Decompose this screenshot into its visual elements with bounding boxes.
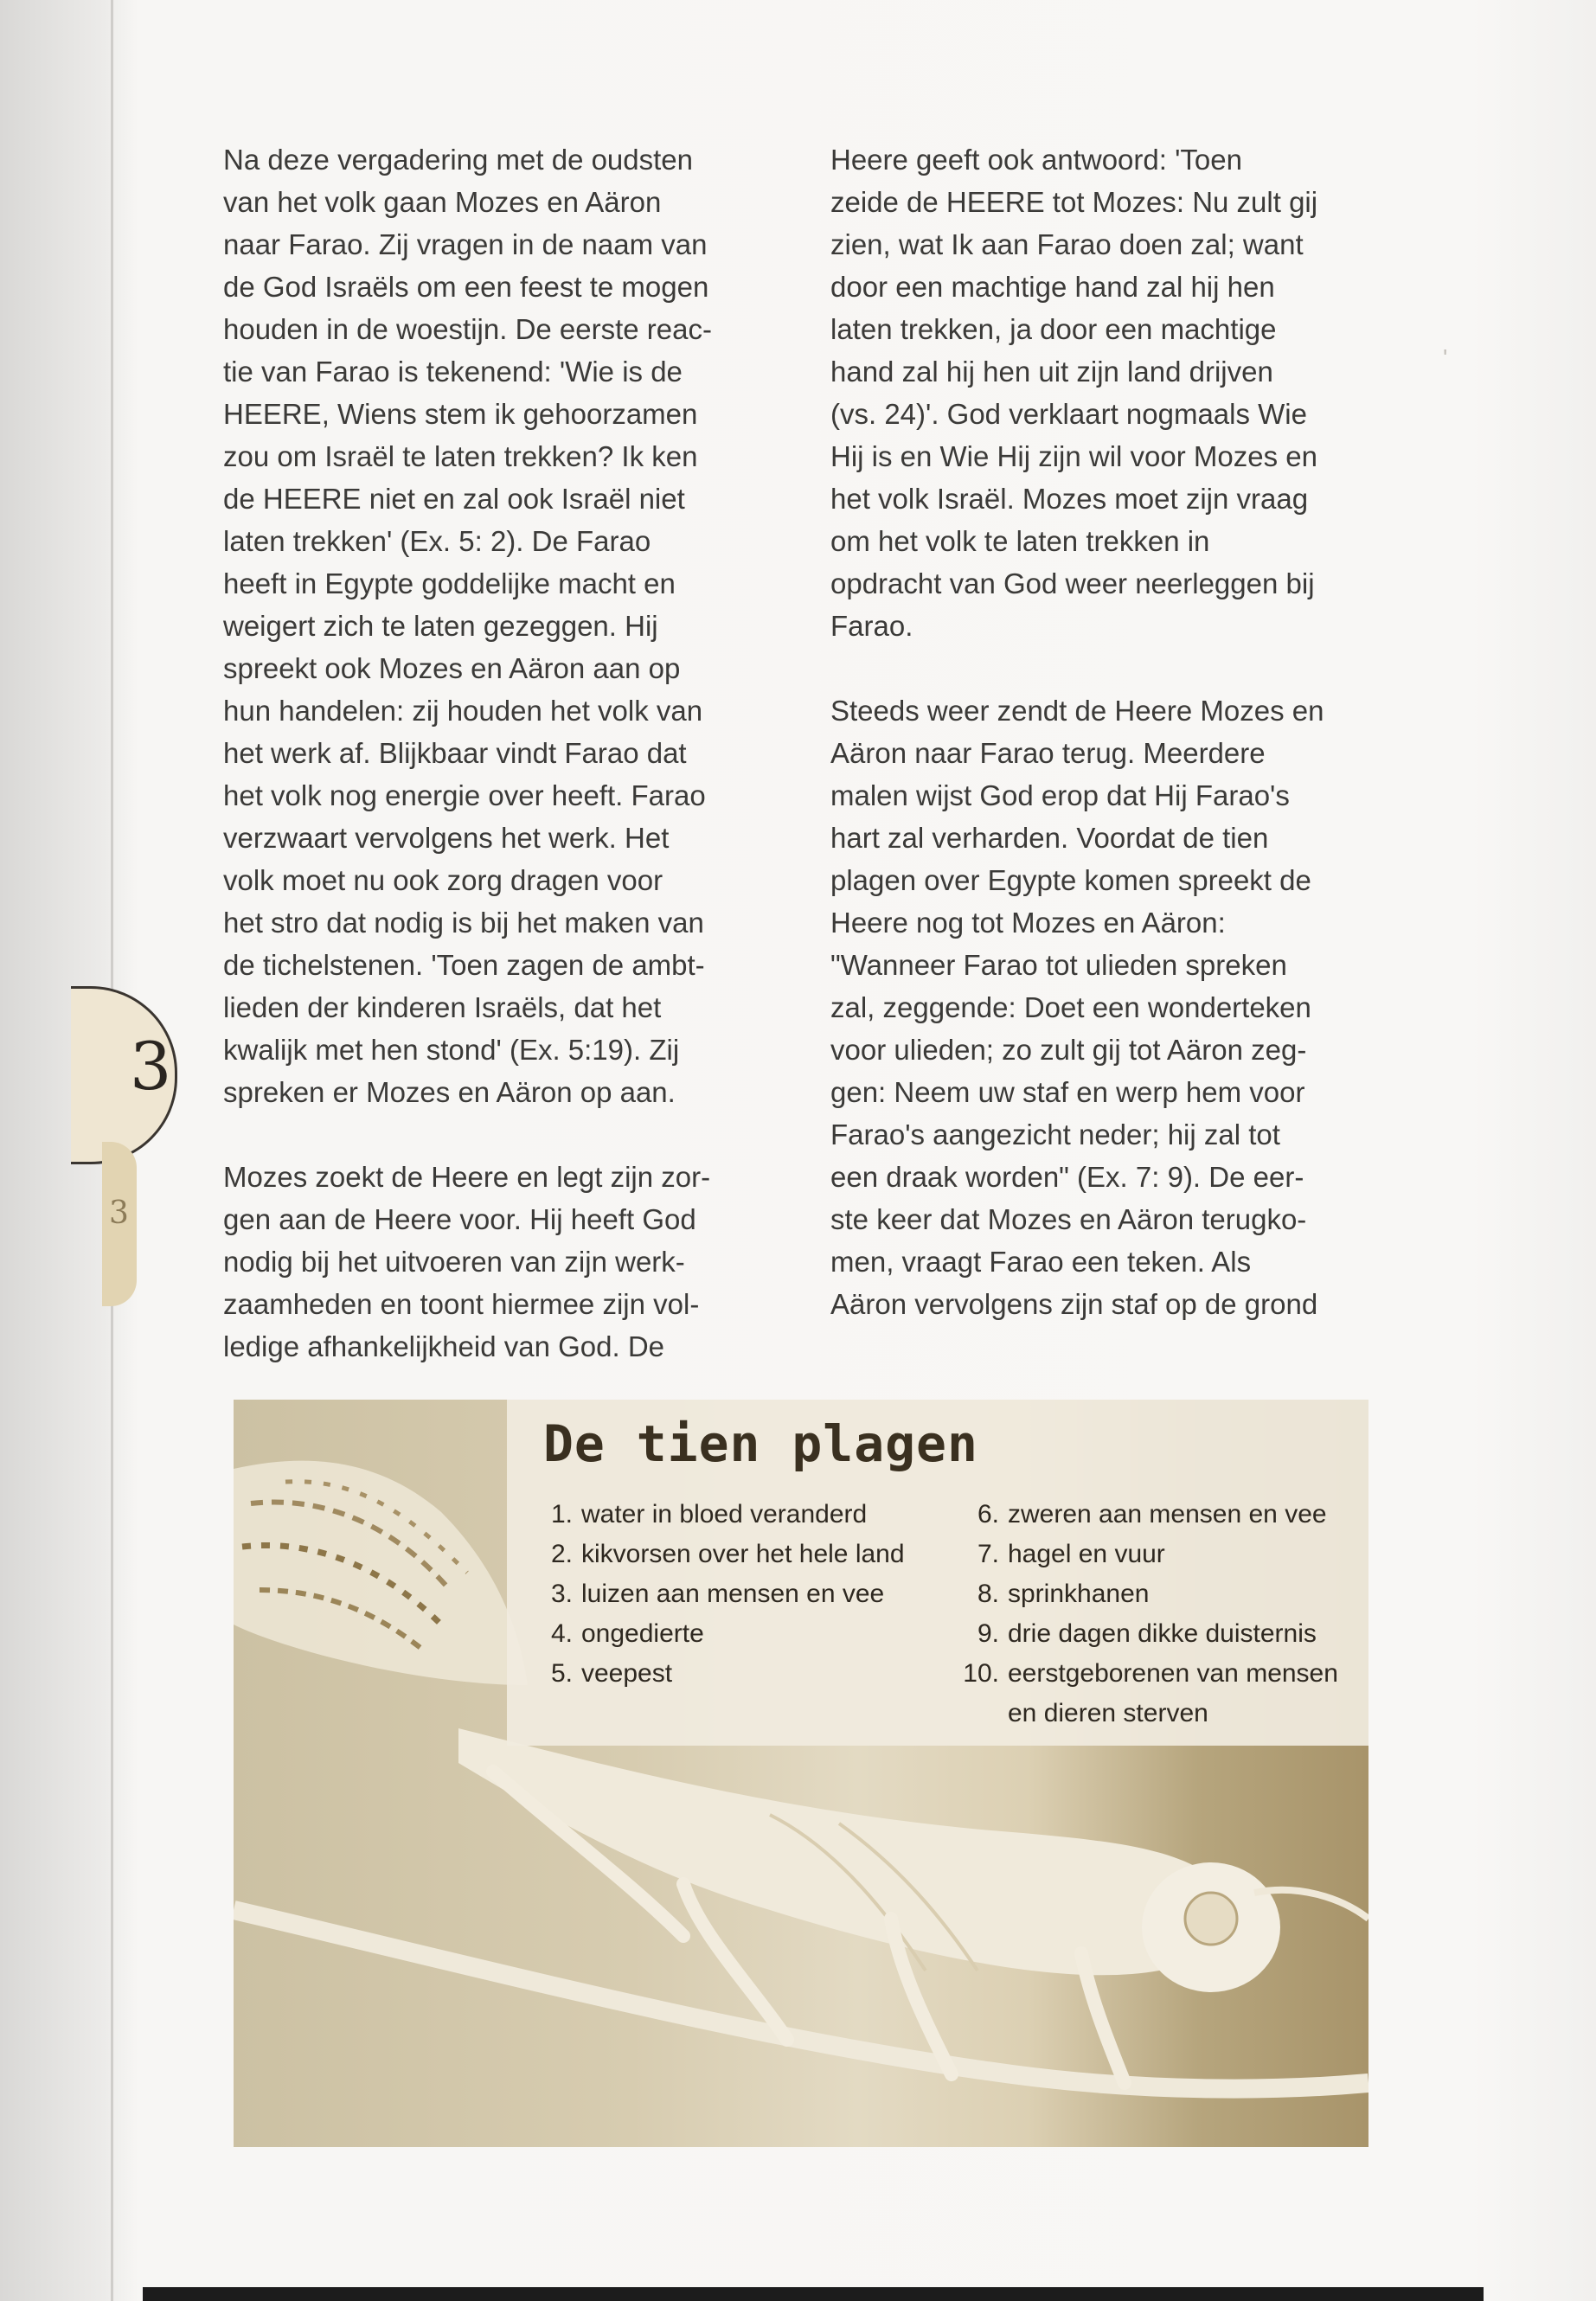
text-line: om het volk te laten trekken in xyxy=(830,525,1210,557)
plague-text: zweren aan mensen en vee xyxy=(1008,1500,1327,1529)
text-line: men, vraagt Farao een teken. Als xyxy=(830,1246,1252,1278)
text-line: de tichelstenen. 'Toen zagen de ambt- xyxy=(223,949,705,981)
text-line: Farao's aangezicht neder; hij zal tot xyxy=(830,1118,1280,1150)
plague-number: 4. xyxy=(550,1619,573,1648)
text-line: Heere geeft ook antwoord: 'Toen xyxy=(830,144,1242,176)
plague-number: 7. xyxy=(977,1540,999,1568)
plague-text: ongedierte xyxy=(581,1619,704,1648)
right-column xyxy=(830,138,1375,1368)
text-line: het volk Israël. Mozes moet zijn vraag xyxy=(830,483,1309,515)
plague-text: sprinkhanen xyxy=(1008,1580,1150,1608)
plague-item xyxy=(956,1495,1338,1535)
plague-number: 9. xyxy=(977,1619,999,1648)
text-line: hand zal hij hen uit zijn land drijven xyxy=(830,356,1273,388)
text-line: heeft in Egypte goddelijke macht en xyxy=(223,567,676,599)
plague-number: 5. xyxy=(550,1659,573,1688)
text-line: malen wijst God erop dat Hij Farao's xyxy=(830,779,1290,811)
plague-text: eerstgeborenen van mensen xyxy=(1008,1659,1338,1688)
text-line: voor ulieden; zo zult gij tot Aäron zeg- xyxy=(830,1034,1307,1066)
text-line: een draak worden" (Ex. 7: 9). De eer- xyxy=(830,1161,1304,1193)
bottom-edge-bar xyxy=(143,2287,1484,2301)
text-line: ste keer dat Mozes en Aäron terugko- xyxy=(830,1203,1307,1235)
plague-text: drie dagen dikke duisternis xyxy=(1008,1619,1317,1648)
text-line: laten trekken' (Ex. 5: 2). De Farao xyxy=(223,525,651,557)
text-line: Mozes zoekt de Heere en legt zijn zor- xyxy=(223,1161,711,1193)
text-line: nodig bij het uitvoeren van zijn werk- xyxy=(223,1246,685,1278)
plagues-list-right xyxy=(956,1495,1338,1734)
plague-number: 8. xyxy=(977,1580,999,1608)
paragraph xyxy=(830,689,1375,1325)
text-line: Farao. xyxy=(830,610,913,642)
plague-item xyxy=(956,1614,1338,1654)
text-line: hart zal verharden. Voordat de tien xyxy=(830,822,1269,854)
plague-number: 2. xyxy=(550,1540,573,1568)
plague-item xyxy=(543,1574,905,1614)
text-line: het stro dat nodig is bij het maken van xyxy=(223,907,704,939)
text-line: Hij is en Wie Hij zijn wil voor Mozes en xyxy=(830,440,1317,472)
plagues-list-left xyxy=(543,1495,905,1694)
paragraph xyxy=(223,1156,781,1368)
text-line: volk moet nu ook zorg dragen voor xyxy=(223,864,663,896)
text-line: tie van Farao is tekenend: 'Wie is de xyxy=(223,356,683,388)
text-line: naar Farao. Zij vragen in de naam van xyxy=(223,228,708,260)
text-line: zeide de HEERE tot Mozes: Nu zult gij xyxy=(830,186,1318,218)
plague-item xyxy=(543,1614,905,1654)
plague-text: veepest xyxy=(581,1659,673,1688)
text-line: HEERE, Wiens stem ik gehoorzamen xyxy=(223,398,698,430)
text-line: Heere nog tot Mozes en Aäron: xyxy=(830,907,1226,939)
text-line: Na deze vergadering met de oudsten xyxy=(223,144,694,176)
text-line: ledige afhankelijkheid van God. De xyxy=(223,1330,665,1362)
text-line: zou om Israël te laten trekken? Ik ken xyxy=(223,440,698,472)
text-line: laten trekken, ja door een machtige xyxy=(830,313,1277,345)
plague-text: hagel en vuur xyxy=(1008,1540,1165,1568)
text-line: "Wanneer Farao tot ulieden spreken xyxy=(830,949,1287,981)
plague-item xyxy=(543,1495,905,1535)
text-line: hun handelen: zij houden het volk van xyxy=(223,695,703,727)
plague-number: 3. xyxy=(550,1580,573,1608)
locust-wing xyxy=(234,1461,528,1685)
plague-number: 1. xyxy=(550,1500,573,1529)
box-title: De tien plagen xyxy=(543,1414,978,1473)
text-line: Aäron vervolgens zijn staf op de grond xyxy=(830,1288,1318,1320)
text-line: lieden der kinderen Israëls, dat het xyxy=(223,991,662,1023)
text-line: Steeds weer zendt de Heere Mozes en xyxy=(830,695,1324,727)
plague-item xyxy=(543,1654,905,1694)
text-line: spreken er Mozes en Aäron op aan. xyxy=(223,1076,676,1108)
text-line: verzwaart vervolgens het werk. Het xyxy=(223,822,670,854)
text-line: (vs. 24)'. God verklaart nogmaals Wie xyxy=(830,398,1307,430)
text-line: spreekt ook Mozes en Aäron aan op xyxy=(223,652,681,684)
plague-item xyxy=(956,1574,1338,1614)
text-line: opdracht van God weer neerleggen bij xyxy=(830,567,1315,599)
text-line: zaamheden en toont hiermee zijn vol- xyxy=(223,1288,700,1320)
plague-text: kikvorsen over het hele land xyxy=(581,1540,905,1568)
plague-text: water in bloed veranderd xyxy=(581,1500,868,1529)
text-line: gen: Neem uw staf en werp hem voor xyxy=(830,1076,1305,1108)
chapter-number: 3 xyxy=(130,1028,172,1105)
plague-item xyxy=(956,1654,1338,1734)
text-line: de God Israëls om een feest te mogen xyxy=(223,271,709,303)
text-line: zal, zeggende: Doet een wonderteken xyxy=(830,991,1311,1023)
plague-number: 10. xyxy=(963,1659,999,1688)
text-line: gen aan de Heere voor. Hij heeft God xyxy=(223,1203,696,1235)
plague-text: luizen aan mensen en vee xyxy=(581,1580,885,1608)
text-line: door een machtige hand zal hij hen xyxy=(830,271,1275,303)
paragraph xyxy=(830,138,1375,647)
plague-text-continued: en dieren sterven xyxy=(1008,1699,1208,1727)
plague-number: 6. xyxy=(977,1500,999,1529)
plague-item xyxy=(956,1535,1338,1574)
margin-mark: ' xyxy=(1443,344,1448,371)
text-line: Aäron naar Farao terug. Meerdere xyxy=(830,737,1266,769)
paragraph xyxy=(223,138,781,1113)
text-line: kwalijk met hen stond' (Ex. 5:19). Zij xyxy=(223,1034,680,1066)
ten-plagues-box xyxy=(234,1400,1368,2147)
text-line: het werk af. Blijkbaar vindt Farao dat xyxy=(223,737,687,769)
text-line: het volk nog energie over heeft. Farao xyxy=(223,779,706,811)
text-line: houden in de woestijn. De eerste reac- xyxy=(223,313,712,345)
text-line: plagen over Egypte komen spreekt de xyxy=(830,864,1311,896)
text-line: weigert zich te laten gezeggen. Hij xyxy=(223,610,658,642)
text-line: de HEERE niet en zal ook Israël niet xyxy=(223,483,685,515)
text-line: zien, wat Ik aan Farao doen zal; want xyxy=(830,228,1304,260)
plague-item xyxy=(543,1535,905,1574)
text-line: van het volk gaan Mozes en Aäron xyxy=(223,186,662,218)
chapter-tab-lower-label: 3 xyxy=(109,1195,129,1231)
left-column xyxy=(223,138,781,1410)
